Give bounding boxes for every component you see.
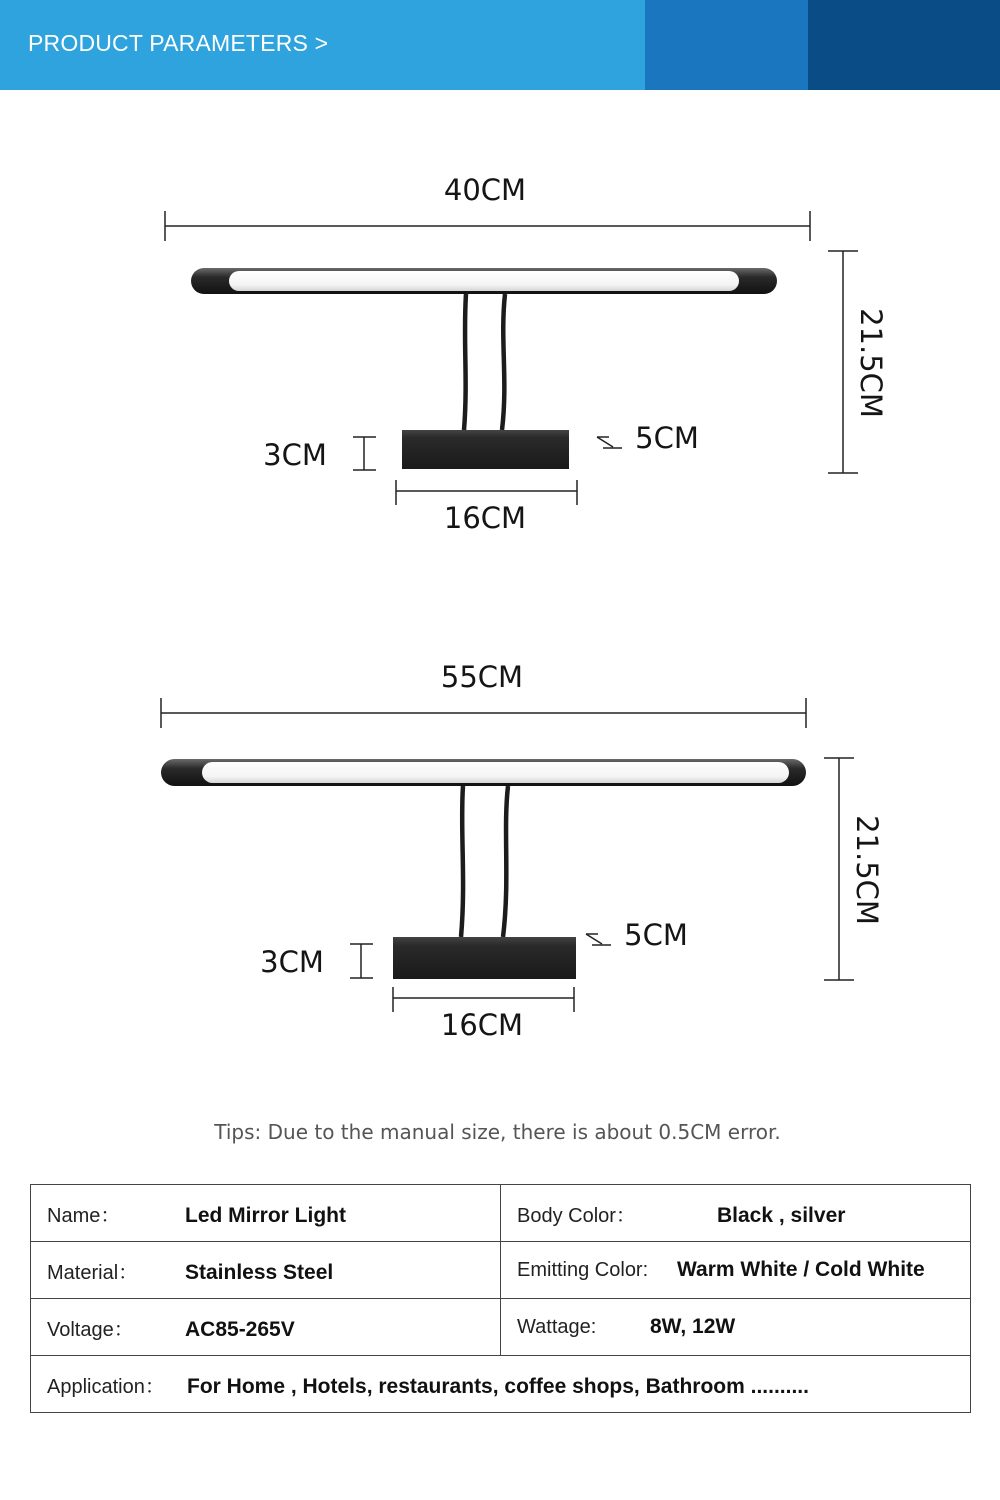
spec-cell-material <box>31 1242 501 1299</box>
base-depth-dimension <box>586 934 611 945</box>
spec-cell-emitting-color <box>501 1242 971 1299</box>
base-depth-label: 5CM <box>635 421 699 455</box>
height-label: 21.5CM <box>854 308 888 418</box>
voltage-label: Voltage： <box>47 1318 134 1341</box>
banner-title: PRODUCT PARAMETERS > <box>28 30 329 56</box>
table-row <box>31 1356 971 1413</box>
voltage-value: AC85-265V <box>185 1317 295 1341</box>
body-color-label: Body Color： <box>517 1204 636 1227</box>
spec-cell-application <box>31 1356 971 1413</box>
material-label: Material： <box>47 1261 139 1284</box>
tips-note: Tips: Due to the manual size, there is about 0.5CM error. <box>214 1120 781 1144</box>
width-dimension-line <box>161 698 806 728</box>
body-color-value: Black , silver <box>717 1203 846 1227</box>
application-label: Application： <box>47 1375 165 1398</box>
lamp-bar <box>191 268 777 294</box>
lamp-arms <box>461 786 508 937</box>
name-label: Name： <box>47 1204 121 1227</box>
height-label: 21.5CM <box>850 815 884 925</box>
lamp-diagram-55cm <box>161 660 884 1042</box>
base-depth-dimension <box>597 437 622 448</box>
wattage-label: Wattage: <box>517 1316 597 1338</box>
wattage-value: 8W, 12W <box>650 1315 736 1338</box>
base-height-label: 3CM <box>260 945 324 979</box>
material-value: Stainless Steel <box>185 1260 334 1284</box>
height-dimension-line <box>828 251 858 473</box>
base-depth-label: 5CM <box>624 918 688 952</box>
lamp-base <box>393 937 576 979</box>
table-row <box>31 1242 971 1299</box>
emitting-color-label: Emitting Color: <box>517 1259 649 1281</box>
base-width-label: 16CM <box>443 501 527 535</box>
spec-cell-voltage <box>31 1299 501 1356</box>
base-height-label: 3CM <box>263 438 327 472</box>
spec-cell-body-color <box>501 1185 971 1242</box>
width-dimension-line <box>165 211 810 241</box>
spec-cell-name <box>31 1185 501 1242</box>
base-height-dimension <box>353 437 376 470</box>
width-label: 40CM <box>443 173 527 207</box>
height-dimension-line <box>824 758 854 980</box>
application-value: For Home , Hotels, restaurants, coffee shops, Bathroom .......... <box>187 1374 809 1398</box>
width-label: 55CM <box>440 660 524 694</box>
lamp-arms <box>464 294 505 430</box>
spec-table <box>30 1184 971 1413</box>
spec-cell-wattage <box>501 1299 971 1356</box>
lamp-diagram-40cm <box>165 173 888 535</box>
emitting-color-value: Warm White / Cold White <box>677 1258 925 1281</box>
lamp-base <box>402 430 569 469</box>
table-row <box>31 1185 971 1242</box>
base-width-label: 16CM <box>440 1008 524 1042</box>
lamp-bar <box>161 759 806 786</box>
table-row <box>31 1299 971 1356</box>
base-height-dimension <box>350 944 373 978</box>
name-value: Led Mirror Light <box>185 1203 346 1227</box>
